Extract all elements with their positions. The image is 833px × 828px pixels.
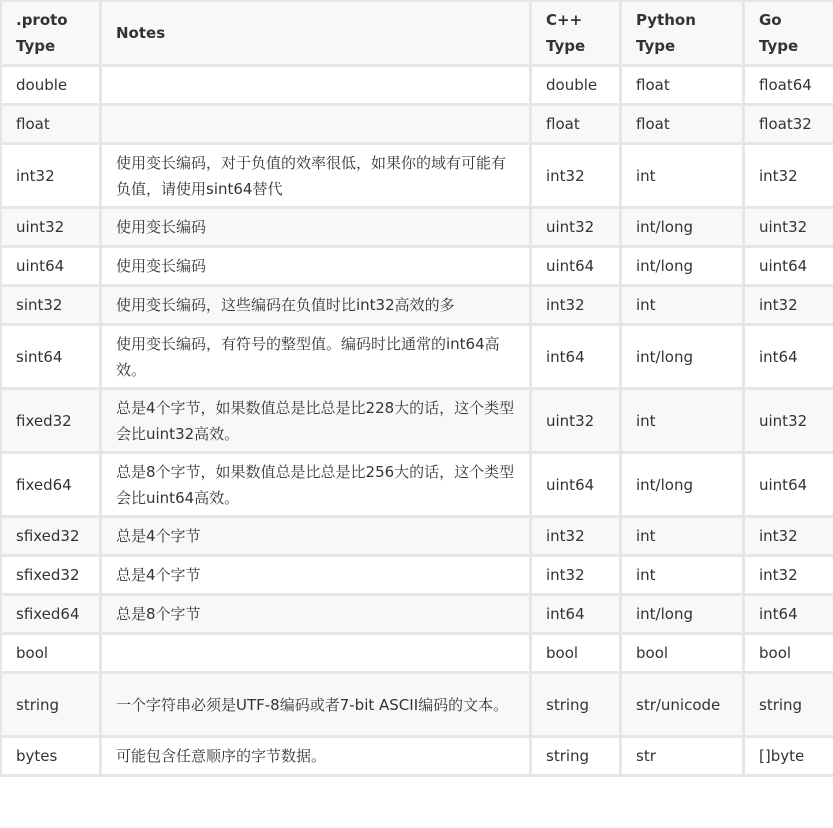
cell-notes xyxy=(101,66,531,105)
cell-go-type: int32 xyxy=(744,517,833,556)
cell-python-type: int/long xyxy=(621,595,744,634)
cell-go-type: float64 xyxy=(744,66,833,105)
cell-cpp-type: int32 xyxy=(531,286,621,325)
cell-go-type: uint64 xyxy=(744,453,833,517)
cell-notes: 可能包含任意顺序的字节数据。 xyxy=(101,737,531,776)
cell-go-type: uint32 xyxy=(744,389,833,453)
cell-notes xyxy=(101,105,531,144)
table-row xyxy=(1,517,833,556)
cell-python-type: str/unicode xyxy=(621,673,744,737)
cell-cpp-type: int64 xyxy=(531,595,621,634)
table-row xyxy=(1,208,833,247)
table-row xyxy=(1,105,833,144)
cell-cpp-type: string xyxy=(531,737,621,776)
cell-notes: 使用变长编码 xyxy=(101,247,531,286)
cell-cpp-type: float xyxy=(531,105,621,144)
cell-cpp-type: bool xyxy=(531,634,621,673)
cell-proto-type: int32 xyxy=(1,144,101,208)
header-proto-type: .proto Type xyxy=(1,1,101,66)
cell-notes: 总是4个字节，如果数值总是比总是比228大的话，这个类型会比uint32高效。 xyxy=(101,389,531,453)
cell-cpp-type: int32 xyxy=(531,556,621,595)
table-row xyxy=(1,556,833,595)
header-python-type: Python Type xyxy=(621,1,744,66)
cell-go-type: int32 xyxy=(744,556,833,595)
cell-python-type: int/long xyxy=(621,453,744,517)
cell-notes: 一个字符串必须是UTF-8编码或者7-bit ASCII编码的文本。 xyxy=(101,673,531,737)
table-row xyxy=(1,737,833,776)
cell-python-type: int xyxy=(621,517,744,556)
cell-python-type: float xyxy=(621,105,744,144)
cell-proto-type: sfixed32 xyxy=(1,517,101,556)
table-row xyxy=(1,66,833,105)
table-row xyxy=(1,286,833,325)
table-row xyxy=(1,595,833,634)
header-row xyxy=(1,1,833,66)
cell-proto-type: bytes xyxy=(1,737,101,776)
cell-proto-type: string xyxy=(1,673,101,737)
cell-notes: 使用变长编码 xyxy=(101,208,531,247)
cell-proto-type: uint32 xyxy=(1,208,101,247)
cell-proto-type: sfixed64 xyxy=(1,595,101,634)
cell-notes: 使用变长编码，对于负值的效率很低，如果你的域有可能有负值，请使用sint64替代 xyxy=(101,144,531,208)
cell-go-type: uint32 xyxy=(744,208,833,247)
cell-go-type: bool xyxy=(744,634,833,673)
cell-proto-type: float xyxy=(1,105,101,144)
header-go-type: Go Type xyxy=(744,1,833,66)
cell-python-type: int/long xyxy=(621,325,744,389)
cell-proto-type: fixed32 xyxy=(1,389,101,453)
table-row xyxy=(1,247,833,286)
cell-cpp-type: uint64 xyxy=(531,453,621,517)
cell-python-type: int xyxy=(621,556,744,595)
cell-notes: 总是4个字节 xyxy=(101,517,531,556)
cell-go-type: int32 xyxy=(744,286,833,325)
cell-go-type: uint64 xyxy=(744,247,833,286)
cell-notes xyxy=(101,634,531,673)
cell-notes: 总是4个字节 xyxy=(101,556,531,595)
cell-go-type: string xyxy=(744,673,833,737)
header-cpp-type: C++ Type xyxy=(531,1,621,66)
cell-go-type: float32 xyxy=(744,105,833,144)
cell-notes: 使用变长编码，有符号的整型值。编码时比通常的int64高效。 xyxy=(101,325,531,389)
cell-go-type: int64 xyxy=(744,325,833,389)
cell-python-type: bool xyxy=(621,634,744,673)
cell-proto-type: sint32 xyxy=(1,286,101,325)
table-row xyxy=(1,325,833,389)
cell-proto-type: fixed64 xyxy=(1,453,101,517)
cell-cpp-type: double xyxy=(531,66,621,105)
cell-proto-type: double xyxy=(1,66,101,105)
cell-cpp-type: int32 xyxy=(531,517,621,556)
cell-notes: 总是8个字节 xyxy=(101,595,531,634)
cell-go-type: []byte xyxy=(744,737,833,776)
cell-python-type: int xyxy=(621,389,744,453)
cell-notes: 总是8个字节，如果数值总是比总是比256大的话，这个类型会比uint64高效。 xyxy=(101,453,531,517)
cell-python-type: str xyxy=(621,737,744,776)
cell-go-type: int32 xyxy=(744,144,833,208)
cell-cpp-type: uint64 xyxy=(531,247,621,286)
table-row xyxy=(1,144,833,208)
table-row xyxy=(1,634,833,673)
header-notes: Notes xyxy=(101,1,531,66)
table-row xyxy=(1,453,833,517)
cell-python-type: int xyxy=(621,144,744,208)
cell-proto-type: sfixed32 xyxy=(1,556,101,595)
cell-python-type: int/long xyxy=(621,247,744,286)
table-row xyxy=(1,673,833,737)
cell-cpp-type: int64 xyxy=(531,325,621,389)
cell-cpp-type: string xyxy=(531,673,621,737)
cell-proto-type: sint64 xyxy=(1,325,101,389)
cell-cpp-type: uint32 xyxy=(531,389,621,453)
cell-notes: 使用变长编码，这些编码在负值时比int32高效的多 xyxy=(101,286,531,325)
table-row xyxy=(1,389,833,453)
cell-proto-type: bool xyxy=(1,634,101,673)
cell-python-type: int xyxy=(621,286,744,325)
cell-proto-type: uint64 xyxy=(1,247,101,286)
cell-python-type: int/long xyxy=(621,208,744,247)
cell-go-type: int64 xyxy=(744,595,833,634)
cell-cpp-type: int32 xyxy=(531,144,621,208)
cell-cpp-type: uint32 xyxy=(531,208,621,247)
cell-python-type: float xyxy=(621,66,744,105)
